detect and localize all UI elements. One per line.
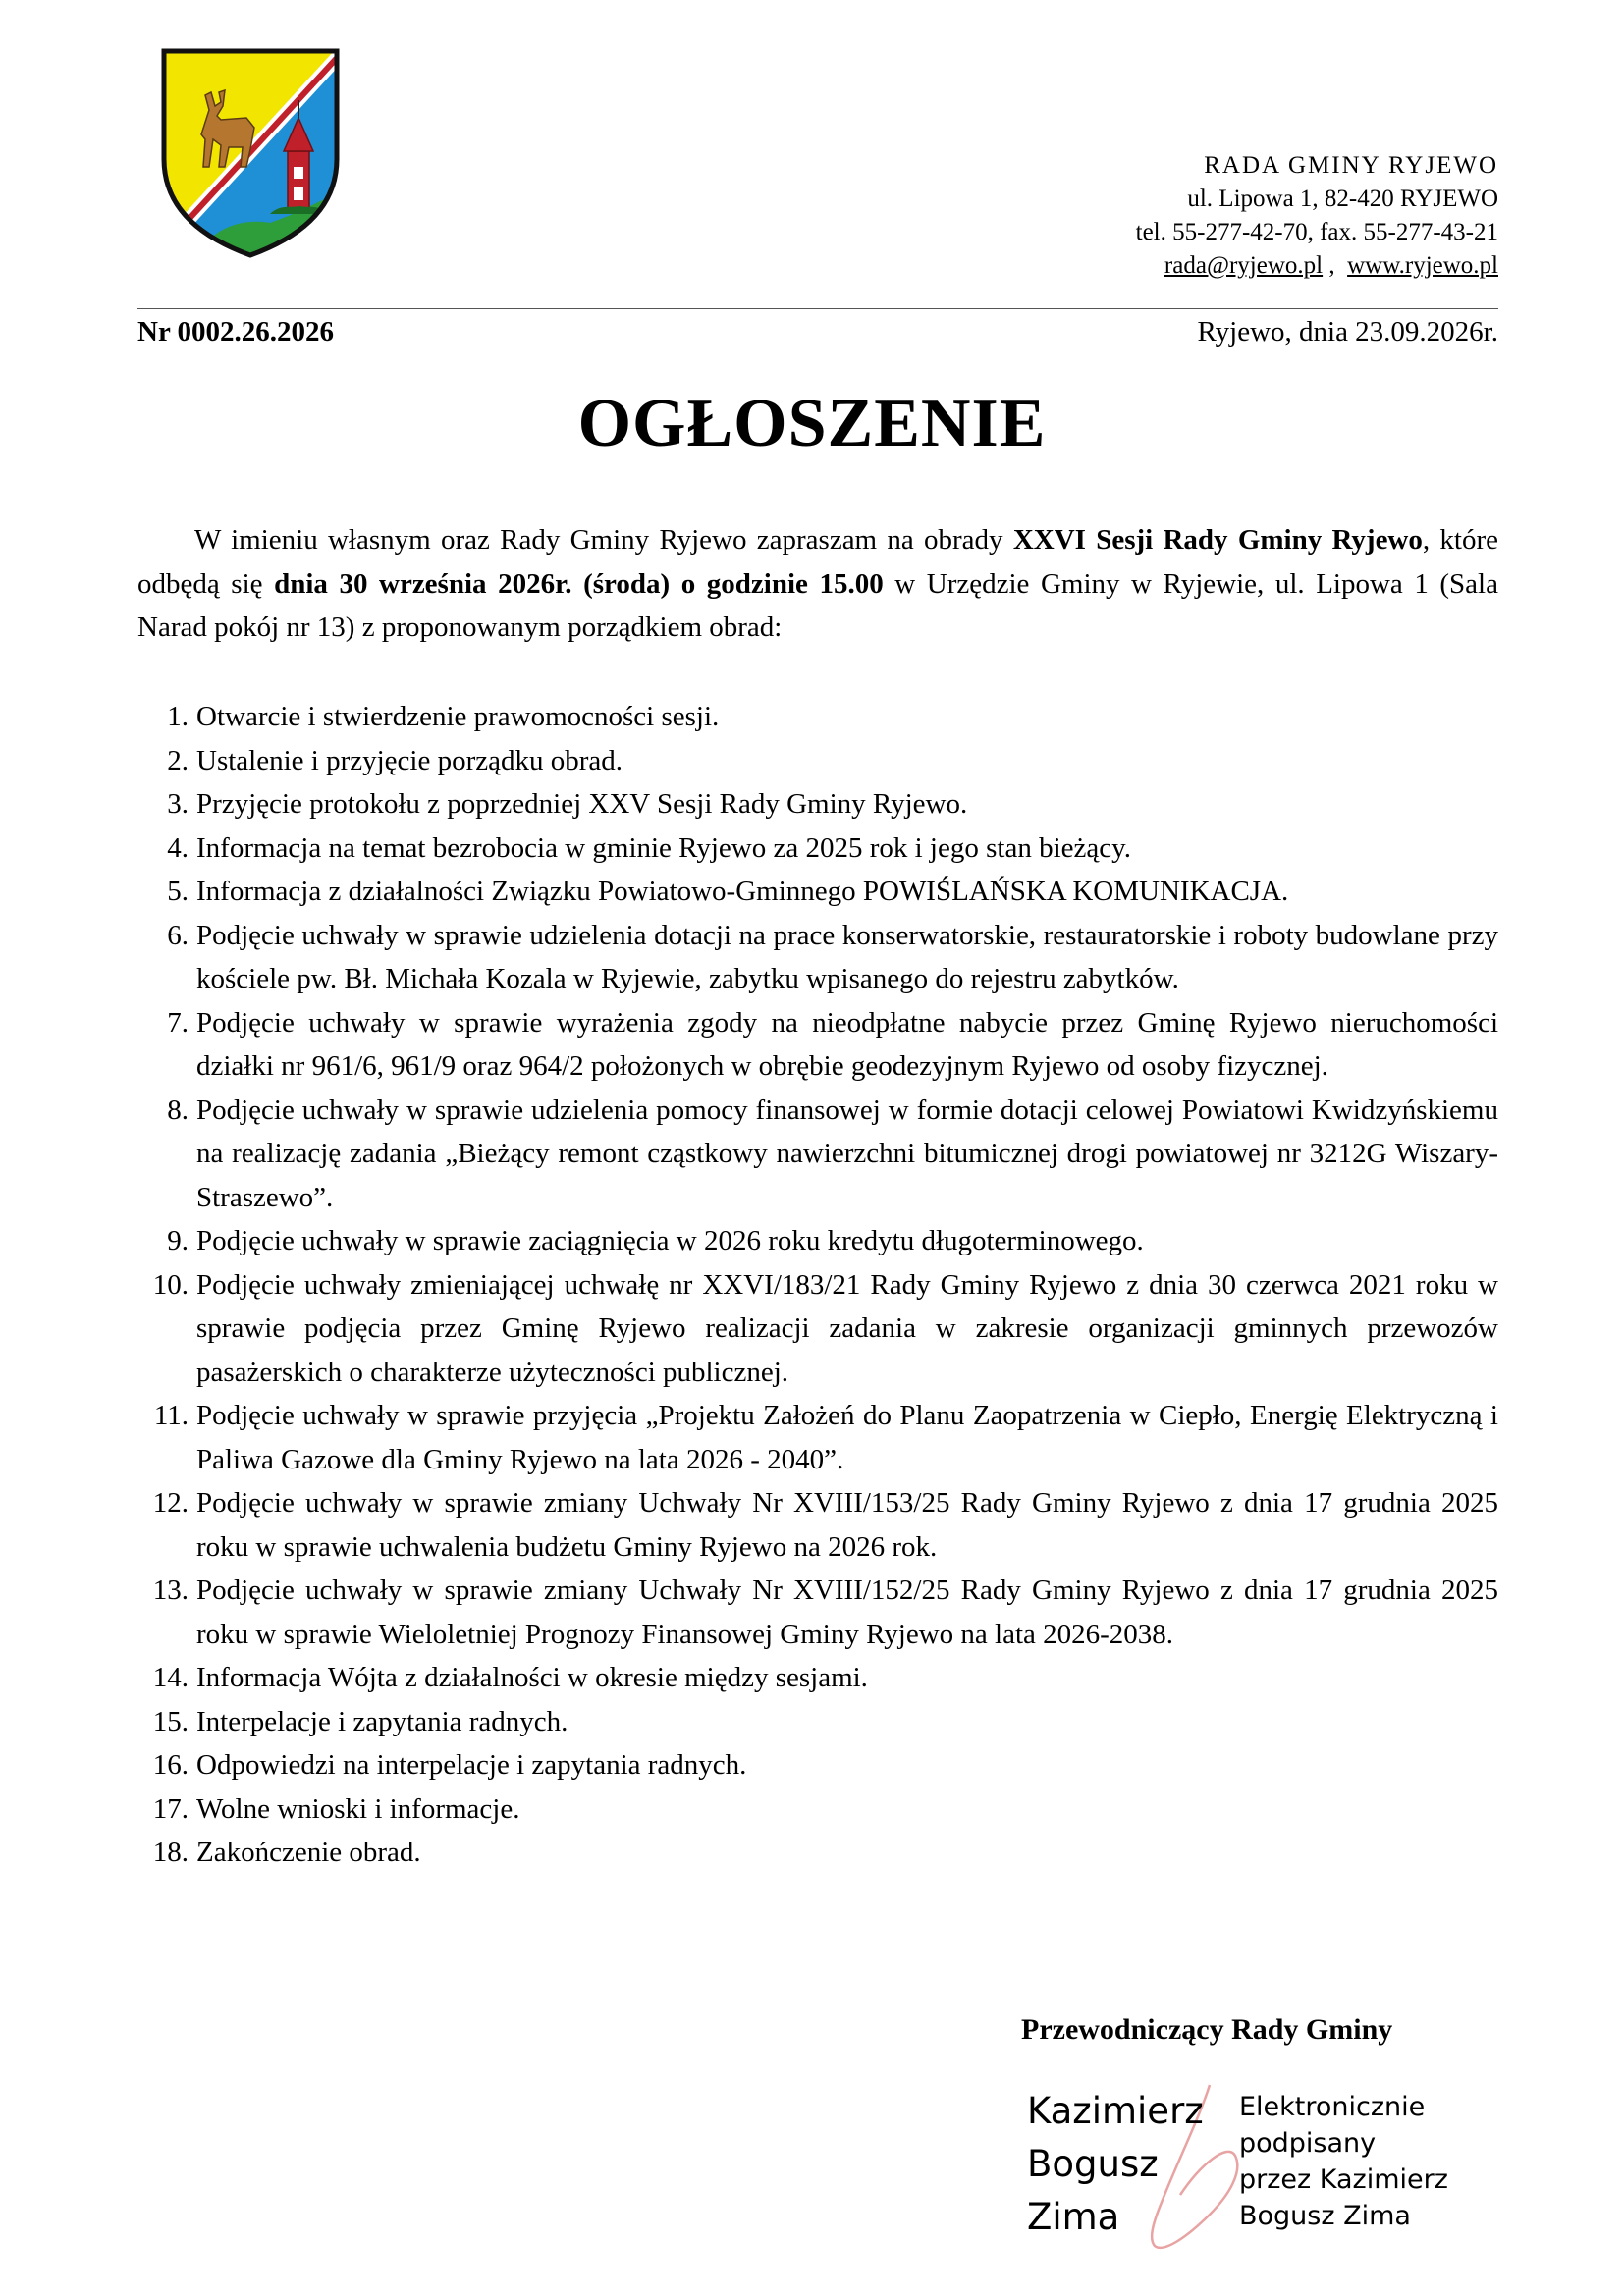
signature-note-line: przez Kazimierz <box>1239 2164 1448 2195</box>
agenda-item-number: 12. <box>152 1487 189 1519</box>
agenda-item-number: 3. <box>167 788 189 820</box>
intro-text-2: , które odbędą się <box>137 524 1498 600</box>
agenda-item <box>137 1656 1498 1700</box>
signature-name-line: Zima <box>1027 2196 1120 2238</box>
agenda-item-number: 10. <box>152 1268 189 1301</box>
agenda-item-text: Podjęcie uchwały w sprawie przyjęcia „Projektu Założeń do Planu Zaopatrzenia w Ciepło, Energię Elektryczną i Paliwa Gazowe dla Gminy Ryjewo na lata 2026 - 2040”. <box>196 1400 1498 1475</box>
document-title: OGŁOSZENIE <box>577 386 1047 461</box>
agenda-item <box>137 827 1498 871</box>
agenda-item-number: 11. <box>153 1400 189 1431</box>
agenda-item-text: Podjęcie uchwały w sprawie zmiany Uchwały Nr XVIII/153/25 Rady Gminy Ryjewo z dnia 17 grudnia 2025 roku w sprawie uchwalenia budżetu Gminy Ryjewo na 2026 rok. <box>196 1487 1498 1563</box>
agenda-item-number: 18. <box>152 1837 189 1868</box>
agenda-item-number: 15. <box>152 1705 189 1737</box>
document-number: Nr 0002.26.2026 <box>137 316 335 347</box>
agenda-item-text: Podjęcie uchwały w sprawie zaciągnięcia w 2026 roku kredytu długoterminowego. <box>196 1225 1144 1256</box>
agenda-item <box>137 1481 1498 1569</box>
agenda-item-text: Otwarcie i stwierdzenie prawomocności sesji. <box>196 701 720 732</box>
intro-date-time: dnia 30 września 2026r. (środa) o godzinie 15.00 <box>274 567 884 600</box>
signature-note-line: podpisany <box>1239 2128 1377 2159</box>
council-address: ul. Lipowa 1, 82-420 RYJEWO <box>1187 186 1498 212</box>
signature-name-line: Kazimierz <box>1027 2090 1204 2132</box>
agenda-item-number: 2. <box>167 744 189 776</box>
agenda-item-text: Informacja z działalności Związku Powiatowo-Gminnego POWIŚLAŃSKA KOMUNIKACJA. <box>196 876 1289 907</box>
agenda-item <box>137 1569 1498 1656</box>
council-contacts <box>1136 249 1498 283</box>
signature-note <box>1239 2089 1448 2234</box>
agenda-item-number: 7. <box>167 1006 189 1039</box>
signature-note-line: Bogusz Zima <box>1239 2201 1411 2231</box>
agenda-item-number: 1. <box>167 701 189 732</box>
signature-name <box>1027 2085 1204 2244</box>
agenda-item <box>137 1743 1498 1788</box>
intro-text-1: W imieniu własnym oraz Rady Gminy Ryjewo zapraszam na obrady <box>194 524 1013 556</box>
signature-name-line: Bogusz <box>1027 2143 1159 2185</box>
agenda-item <box>137 1788 1498 1832</box>
agenda-list <box>137 695 1498 1875</box>
agenda-item <box>137 739 1498 783</box>
agenda-item <box>137 1394 1498 1481</box>
agenda-item-text: Przyjęcie protokołu z poprzedniej XXV Sesji Rady Gminy Ryjewo. <box>196 788 968 820</box>
intro-session: XXVI Sesji Rady Gminy Ryjewo <box>1012 524 1423 556</box>
agenda-item-text: Wolne wnioski i informacje. <box>196 1792 520 1825</box>
agenda-item <box>137 914 1498 1001</box>
council-name: RADA GMINY RYJEWO <box>1204 152 1498 179</box>
contacts-separator: , <box>1323 252 1348 279</box>
agenda-item-text: Podjęcie uchwały zmieniającej uchwałę nr XXVI/183/21 Rady Gminy Ryjewo z dnia 30 czerwca 2021 roku w sprawie podjęcia przez Gminę Ryjewo realizacji zadania w zakresie organizacji gminnych przewozów pasażerskich o charakterze użyteczności publicznej. <box>196 1268 1498 1388</box>
website-link[interactable]: www.ryjewo.pl <box>1347 252 1498 279</box>
agenda-item-text: Podjęcie uchwały w sprawie udzielenia pomocy finansowej w formie dotacji celowej Powiatowi Kwidzyńskiemu na realizację zadania „Bieżący remont cząstkowy nawierzchni bitumicznej drogi powiatowej nr 3212G Wiszary-Straszewo”. <box>196 1094 1498 1213</box>
agenda-item <box>137 1263 1498 1395</box>
agenda-item-number: 16. <box>152 1749 189 1781</box>
agenda-item <box>137 1219 1498 1263</box>
signature-note-line: Elektronicznie <box>1239 2092 1426 2122</box>
place-and-date: Ryjewo, dnia 23.09.2026r. <box>1197 316 1498 347</box>
letterhead <box>1136 149 1498 283</box>
council-phone-fax: tel. 55-277-42-70, fax. 55-277-43-21 <box>1135 219 1498 245</box>
agenda-item <box>137 870 1498 914</box>
agenda-item-text: Podjęcie uchwały w sprawie zmiany Uchwały Nr XVIII/152/25 Rady Gminy Ryjewo z dnia 17 grudnia 2025 roku w sprawie Wieloletniej Prognozy Finansowej Gminy Ryjewo na lata 2026-2038. <box>196 1575 1498 1650</box>
agenda-item-number: 4. <box>167 831 189 864</box>
agenda-item-number: 14. <box>152 1662 189 1693</box>
intro-paragraph <box>137 518 1498 650</box>
agenda-item <box>137 782 1498 827</box>
agenda-item-text: Ustalenie i przyjęcie porządku obrad. <box>196 744 623 776</box>
intro-text-3: w Urzędzie Gminy w Ryjewie, ul. Lipowa 1 (Sala Narad pokój nr 13) z proponowanym porządkiem obrad: <box>137 567 1498 643</box>
agenda-item-number: 6. <box>167 919 189 951</box>
agenda-item <box>137 1089 1498 1220</box>
agenda-item-text: Podjęcie uchwały w sprawie udzielenia dotacji na prace konserwatorskie, restauratorskie i roboty budowlane przy kościele pw. Bł. Michała Kozala w Ryjewie, zabytku wpisanego do rejestru zabytków. <box>196 919 1498 994</box>
agenda-item <box>137 1700 1498 1744</box>
email-link[interactable]: rada@ryjewo.pl <box>1164 252 1324 279</box>
header-divider <box>137 308 1498 309</box>
coat-of-arms-logo <box>152 41 349 261</box>
agenda-item <box>137 695 1498 739</box>
agenda-item-number: 9. <box>167 1225 189 1256</box>
agenda-item-text: Zakończenie obrad. <box>196 1837 421 1868</box>
agenda-item <box>137 1001 1498 1089</box>
agenda-item-text: Odpowiedzi na interpelacje i zapytania radnych. <box>196 1749 747 1781</box>
agenda-item-number: 5. <box>167 876 189 907</box>
agenda-item-number: 13. <box>152 1575 189 1606</box>
agenda-item-text: Informacja na temat bezrobocia w gminie Ryjewo za 2025 rok i jego stan bieżący. <box>196 831 1131 864</box>
signer-role: Przewodniczący Rady Gminy <box>1021 2013 1393 2046</box>
agenda-item-text: Informacja Wójta z działalności w okresie między sesjami. <box>196 1662 868 1693</box>
agenda-item-number: 17. <box>152 1792 189 1825</box>
agenda-item-text: Interpelacje i zapytania radnych. <box>196 1705 568 1737</box>
agenda-item <box>137 1831 1498 1875</box>
agenda-item-text: Podjęcie uchwały w sprawie wyrażenia zgody na nieodpłatne nabycie przez Gminę Ryjewo nieruchomości działki nr 961/6, 961/9 oraz 964/2 położonych w obrębie geodezyjnym Ryjewo od osoby fizycznej. <box>196 1006 1498 1082</box>
agenda-item-number: 8. <box>167 1094 189 1126</box>
